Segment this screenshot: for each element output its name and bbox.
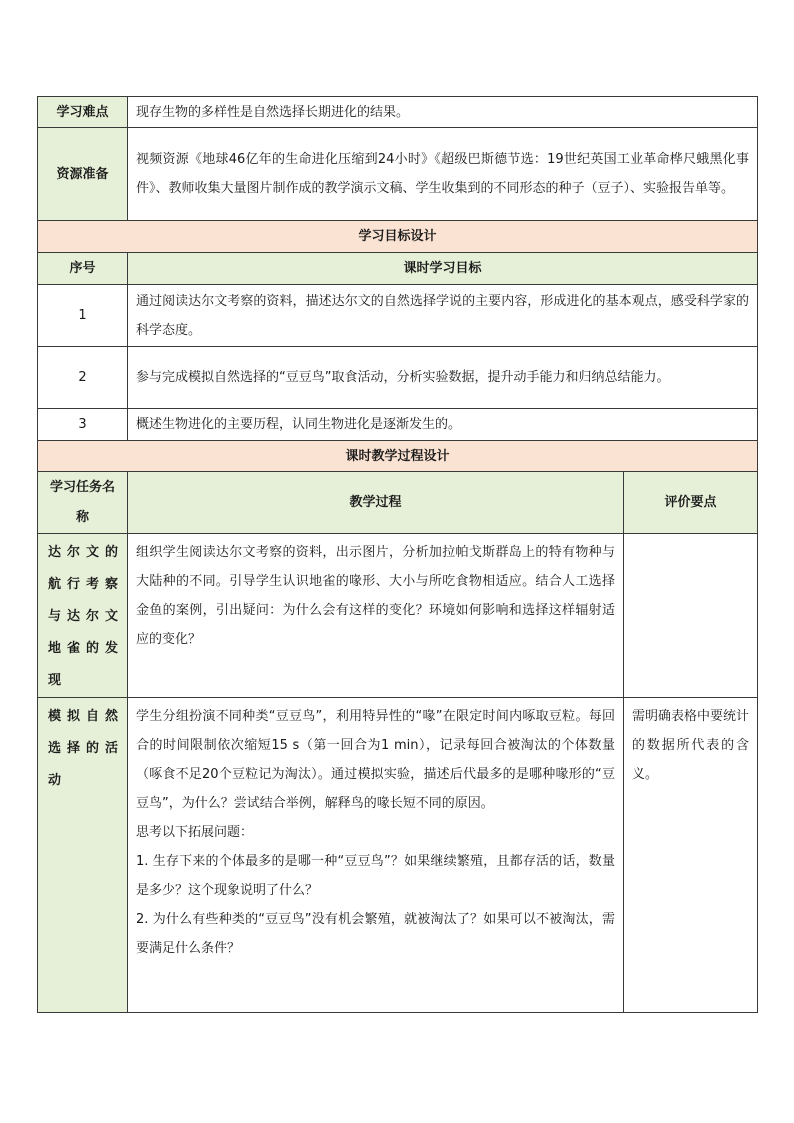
goals-col-goal: 课时学习目标	[128, 253, 758, 285]
eval-cell	[624, 534, 758, 698]
task-name: 达尔文的航行考察与达尔文地雀的发现	[38, 534, 128, 698]
process-cell	[128, 534, 624, 698]
goal-text: 通过阅读达尔文考察的资料，描述达尔文的自然选择学说的主要内容，形成进化的基本观点，感受科学家的科学态度。	[128, 285, 758, 347]
goal-number: 1	[38, 285, 128, 347]
process-row	[38, 534, 758, 698]
difficulty-row	[38, 97, 758, 128]
process-col-task: 学习任务名称	[38, 472, 128, 534]
resources-text: 视频资源《地球46亿年的生命进化压缩到24小时》《超级巴斯德节选：19世纪英国工业革命桦尺蛾黑化事件》、教师收集大量图片制作成的教学演示文稿、学生收集到的不同形态的种子（豆子）、实验报告单等。	[128, 128, 758, 221]
goal-text: 参与完成模拟自然选择的“豆豆鸟”取食活动，分析实验数据，提升动手能力和归纳总结能力。	[128, 347, 758, 409]
goal-row	[38, 285, 758, 347]
process-row	[38, 698, 758, 1013]
process-paragraph: 学生分组扮演不同种类“豆豆鸟”，利用特异性的“喙”在限定时间内啄取豆粒。每回合的时间限制依次缩短15 s（第一回合为1 min），记录每回合被淘汰的个体数量（啄食不足20个豆粒记为淘汰）。通过模拟实验，描述后代最多的是哪种喙形的“豆豆鸟”，为什么？尝试结合举例，解释鸟的喙长短不同的原因。	[136, 709, 615, 811]
eval-cell: 需明确表格中要统计的数据所代表的含义。	[624, 698, 758, 1013]
process-header-row	[38, 472, 758, 534]
goal-text: 概述生物进化的主要历程，认同生物进化是逐渐发生的。	[128, 409, 758, 441]
process-col-process: 教学过程	[128, 472, 624, 534]
difficulty-text: 现存生物的多样性是自然选择长期进化的结果。	[128, 97, 758, 128]
process-paragraph: 1. 生存下来的个体最多的是哪一种“豆豆鸟”？如果继续繁殖，且都存活的话，数量是多少？这个现象说明了什么？	[136, 854, 615, 898]
difficulty-label: 学习难点	[38, 97, 128, 128]
lesson-plan-table	[37, 96, 758, 1013]
goal-number: 3	[38, 409, 128, 441]
process-paragraph: 组织学生阅读达尔文考察的资料，出示图片，分析加拉帕戈斯群岛上的特有物种与大陆种的不同。引导学生认识地雀的喙形、大小与所吃食物相适应。结合人工选择金鱼的案例，引出疑问：为什么会有这样的变化？环境如何影响和选择这样辐射适应的变化？	[136, 545, 615, 647]
process-cell	[128, 698, 624, 1013]
goals-col-no: 序号	[38, 253, 128, 285]
task-name: 模拟自然选择的活动	[38, 698, 128, 1013]
goal-row	[38, 347, 758, 409]
resources-row	[38, 128, 758, 221]
process-section-title: 课时教学过程设计	[38, 441, 758, 472]
goal-row	[38, 409, 758, 441]
process-col-eval: 评价要点	[624, 472, 758, 534]
resources-label: 资源准备	[38, 128, 128, 221]
goals-header-row	[38, 253, 758, 285]
goals-section-title: 学习目标设计	[38, 221, 758, 253]
process-paragraph: 思考以下拓展问题：	[136, 825, 254, 840]
goal-number: 2	[38, 347, 128, 409]
process-paragraph: 2. 为什么有些种类的“豆豆鸟”没有机会繁殖，就被淘汰了？如果可以不被淘汰，需要满足什么条件？	[136, 912, 615, 956]
